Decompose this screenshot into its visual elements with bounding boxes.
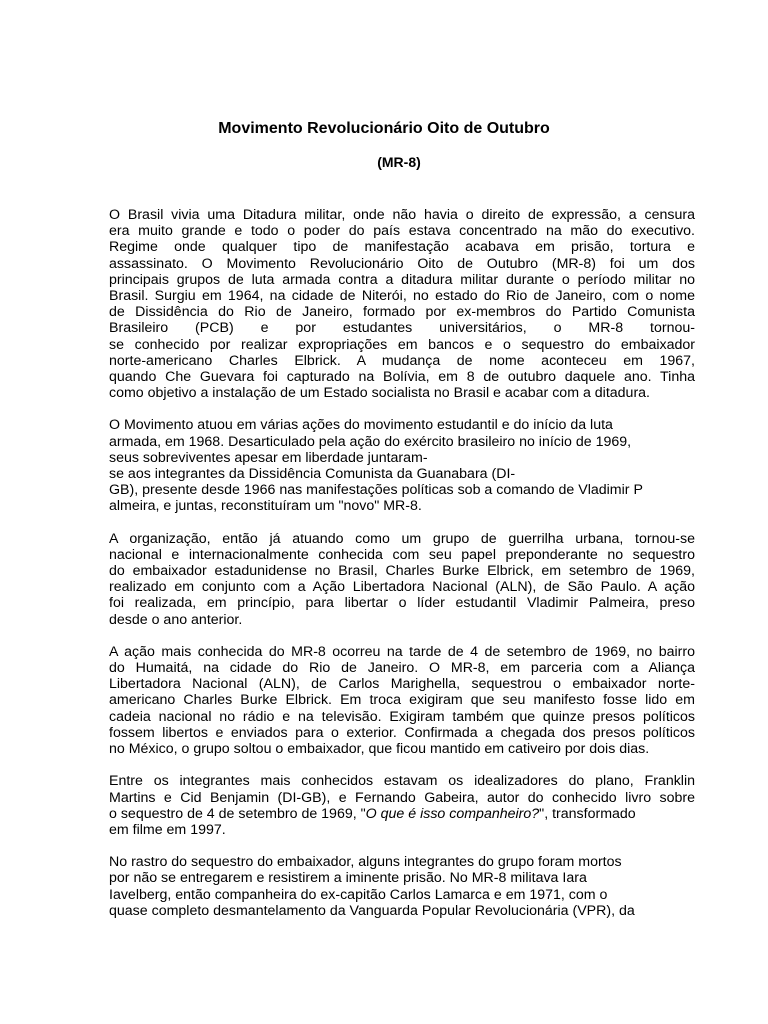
text-line: realizado em conjunto com a Ação Libertadora Nacional (ALN), de São Paulo. A ação [109, 579, 695, 596]
text-line: O Brasil vivia uma Ditadura militar, onde não havia o direito de expressão, a censura [109, 207, 695, 223]
text-line: de Dissidência do Rio de Janeiro, formado por ex-membros do Partido Comunista [109, 304, 695, 321]
text-line: almeira, e juntas, reconstituíram um "novo" MR-8. [109, 498, 422, 515]
paragraph-1 [109, 207, 695, 401]
text-line: GB), presente desde 1966 nas manifestações políticas sob a comando de Vladimir P [109, 482, 643, 499]
text-line: Iavelberg, então companheira do ex-capitão Carlos Lamarca e em 1971, com o [109, 886, 608, 903]
text-line: americano Charles Burke Elbrick. Em troca exigiram que seu manifesto fosse lido em [109, 692, 695, 709]
text-segment: o sequestro de 4 de setembro de 1969, " [109, 805, 366, 822]
text-line: do embaixador estadunidense no Brasil, Charles Burke Elbrick, em setembro de 1969, [109, 563, 695, 580]
text-line: se aos integrantes da Dissidência Comunista da Guanabara (DI- [109, 466, 516, 483]
text-line: no México, o grupo soltou o embaixador, que ficou mantido em cativeiro por dois dias. [109, 741, 650, 758]
paragraph-4 [109, 644, 695, 757]
paragraph-3 [109, 531, 695, 628]
text-line: No rastro do sequestro do embaixador, alguns integrantes do grupo foram mortos [109, 854, 622, 871]
text-line: em filme em 1997. [109, 821, 226, 838]
text-line: quase completo desmantelamento da Vanguarda Popular Revolucionária (VPR), da [109, 902, 635, 919]
text-line: como objetivo a instalação de um Estado socialista no Brasil e acabar com a ditadura. [109, 385, 650, 402]
text-line: armada, em 1968. Desarticulado pela ação do exército brasileiro no início de 1969, [109, 433, 632, 450]
text-line: Entre os integrantes mais conhecidos estavam os idealizadores do plano, Franklin [109, 773, 695, 790]
text-line: desde o ano anterior. [109, 611, 243, 628]
text-line: Regime onde qualquer tipo de manifestação acabava em prisão, tortura e [109, 239, 695, 256]
document-subtitle: (MR-8) [377, 154, 421, 170]
text-line: A ação mais conhecida do MR-8 ocorreu na tarde de 4 de setembro de 1969, no bairro [109, 643, 695, 660]
text-line: Martins e Cid Benjamin (DI-GB), e Fernando Gabeira, autor do conhecido livro sobre [109, 789, 695, 806]
text-line: principais grupos de luta armada contra a ditadura militar durante o período militar no [109, 271, 695, 288]
paragraph-2 [109, 417, 695, 514]
text-line: Libertadora Nacional (ALN), de Carlos Marighella, sequestrou o embaixador norte- [109, 676, 695, 693]
text-line: era muito grande e todo o poder do país estava concentrado na mão do executivo. [109, 223, 695, 240]
text-line: cadeia nacional no rádio e na televisão. Exigiram também que quinze presos políticos [109, 708, 695, 725]
text-line: norte-americano Charles Elbrick. A mudança de nome aconteceu em 1967, [109, 352, 695, 369]
text-line: por não se entregarem e resistirem a iminente prisão. No MR-8 militava Iara [109, 870, 587, 887]
book-title-italic: O que é isso companheiro? [365, 805, 540, 822]
text-line: foi realizada, em princípio, para libertar o líder estudantil Vladimir Palmeira, preso [109, 595, 695, 612]
text-line: Brasil. Surgiu em 1964, na cidade de Niterói, no estado do Rio de Janeiro, com o nome [109, 288, 695, 305]
document-title: Movimento Revolucionário Oito de Outubro [218, 120, 550, 137]
text-line: quando Che Guevara foi capturado na Bolívia, em 8 de outubro daquele ano. Tinha [109, 369, 695, 386]
document-body [109, 207, 695, 935]
text-line: assassinato. O Movimento Revolucionário Oito de Outubro (MR-8) foi um dos [109, 255, 695, 272]
paragraph-5 [109, 773, 695, 838]
text-line: do Humaitá, na cidade do Rio de Janeiro. O MR-8, em parceria com a Aliança [109, 660, 695, 677]
text-line-with-italic [109, 806, 695, 822]
text-line: A organização, então já atuando como um grupo de guerrilha urbana, tornou-se [109, 530, 695, 547]
text-line: O Movimento atuou em várias ações do movimento estudantil e do início da luta [109, 417, 613, 434]
text-line: se conhecido por realizar expropriações em bancos e o sequestro do embaixador [109, 336, 695, 353]
text-line: nacional e internacionalmente conhecida com seu papel preponderante no sequestro [109, 546, 695, 563]
text-segment: ", transformado [539, 805, 636, 822]
text-line: Brasileiro (PCB) e por estudantes universitários, o MR-8 tornou- [109, 320, 695, 337]
text-line: fossem libertos e enviados para o exterior. Confirmada a chegada dos presos políticos [109, 724, 695, 741]
paragraph-6 [109, 854, 695, 919]
text-line: seus sobreviventes apesar em liberdade juntaram- [109, 449, 428, 466]
